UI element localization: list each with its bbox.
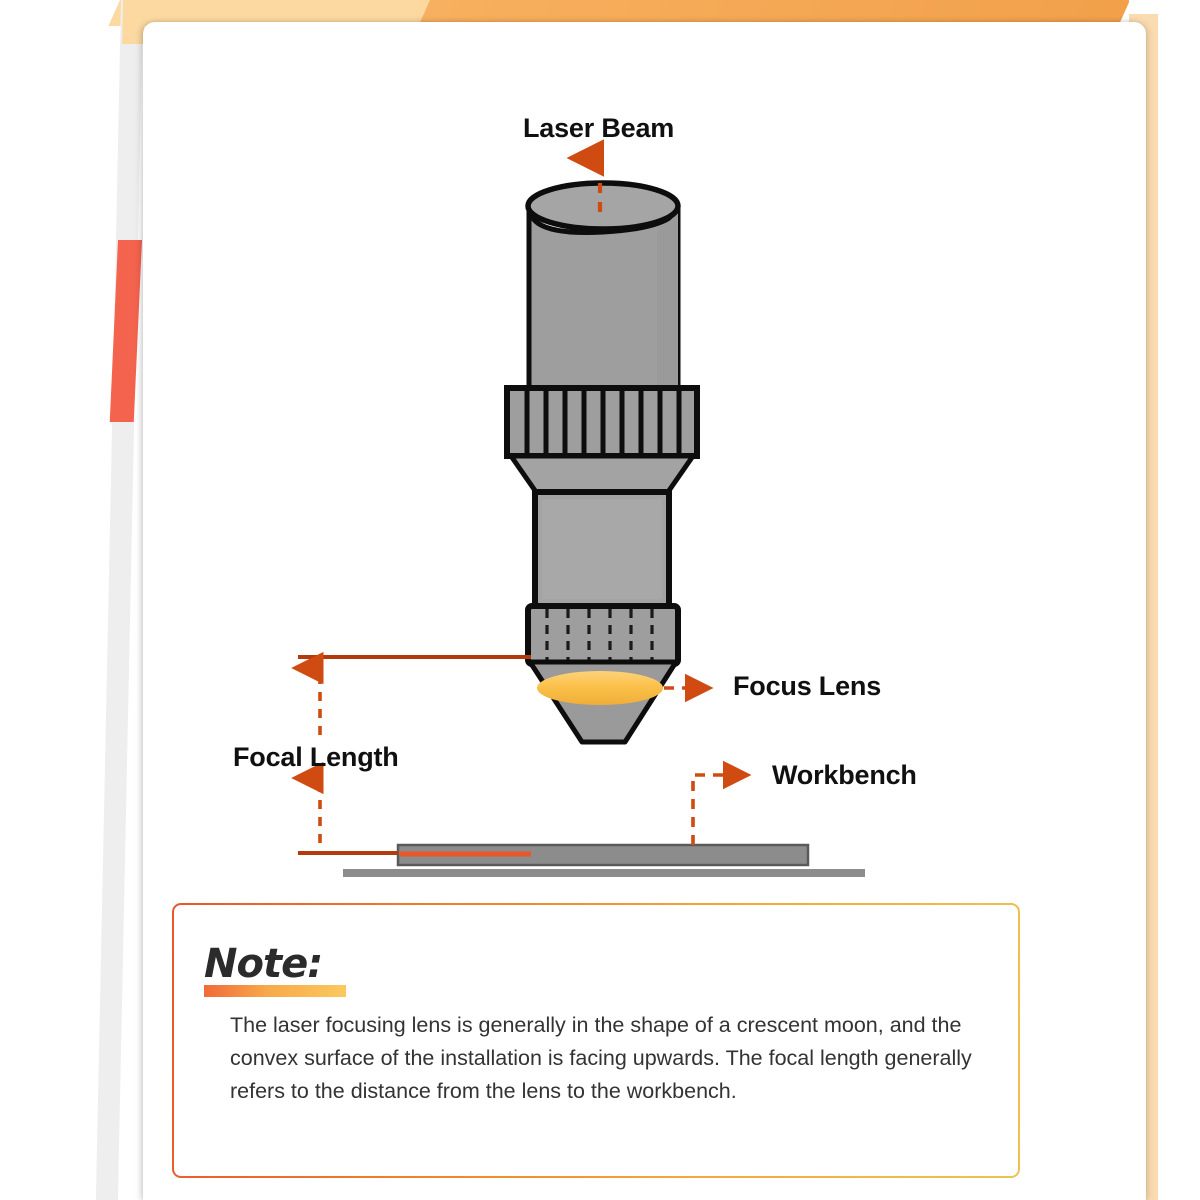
lower-knurled-ring [528,606,678,664]
label-focus-lens: Focus Lens [733,671,882,701]
workbench-shadow-bar [343,869,865,877]
focus-lens [537,671,663,705]
note-title-group [200,941,328,989]
taper-shoulder [511,456,693,492]
workbench-leader [693,775,748,845]
label-laser-beam: Laser Beam [523,113,675,143]
mid-tube-inner-highlight [542,499,662,599]
label-workbench: Workbench [772,760,917,790]
note-callout-box [172,903,1020,1178]
note-body-text: The laser focusing lens is generally in the shape of a crescent moon, and the convex surface of the installation is facing upwards. The focal length generally refers to the distance from the lens to the workbench. [230,1013,972,1103]
note-title: Note: [204,941,323,987]
upper-tube-shading [657,208,678,392]
label-focal-length: Focal Length [233,742,399,772]
upper-tube-top-opening [528,183,678,229]
